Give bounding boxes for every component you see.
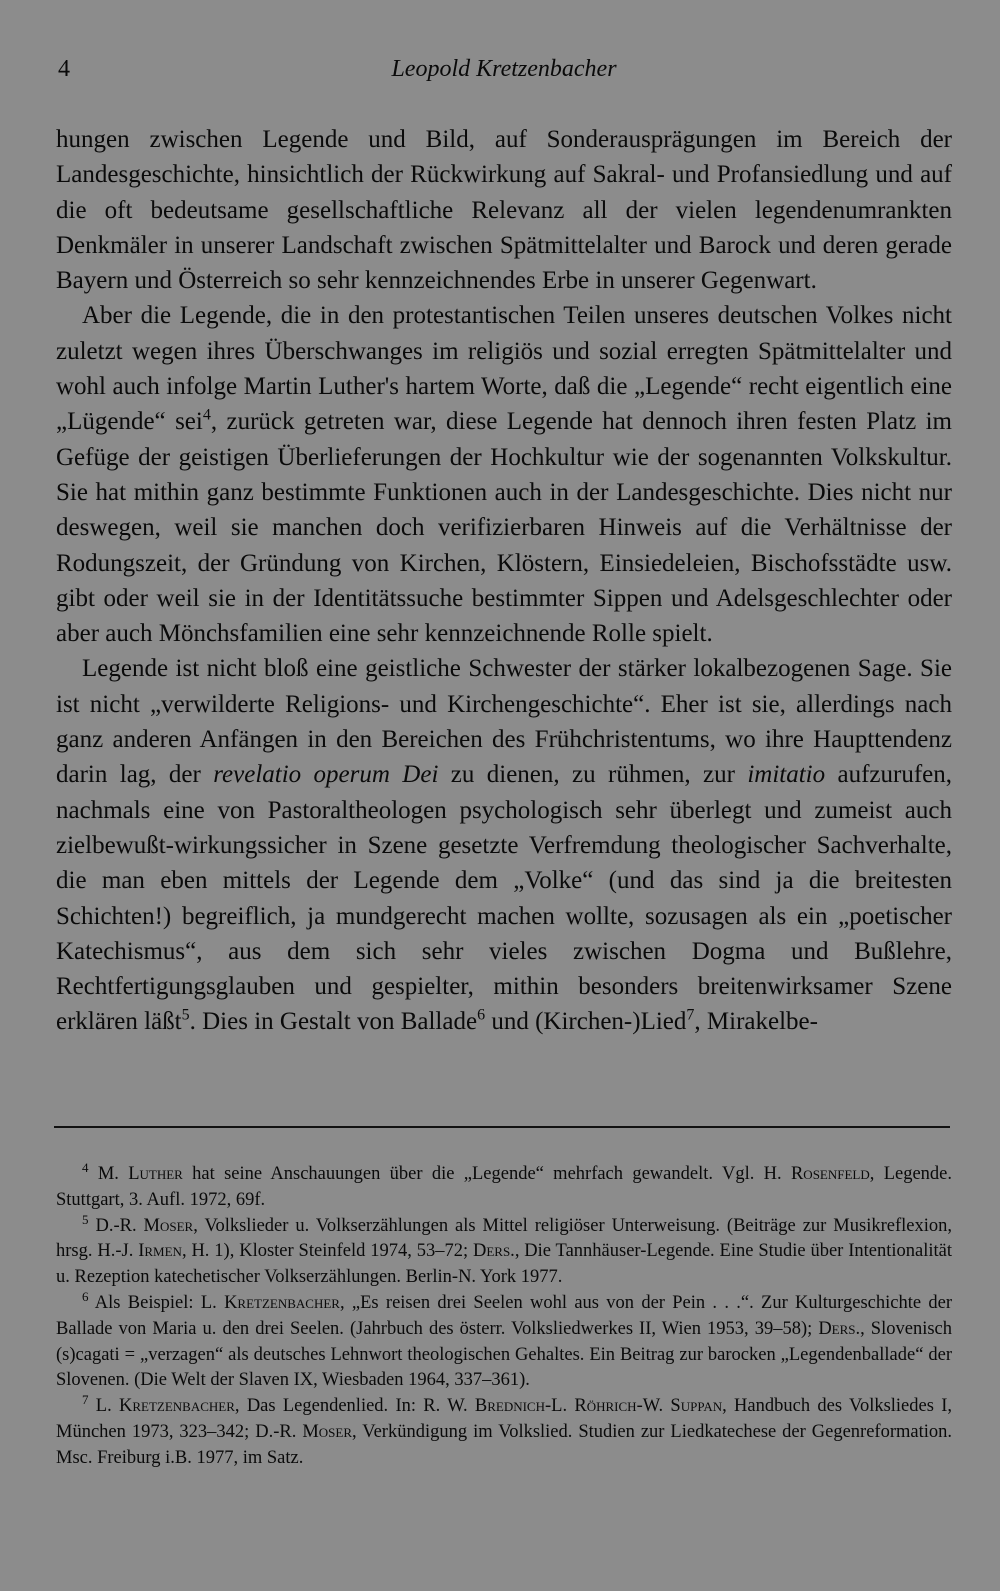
footnote-author-name: Irmen [138, 1241, 182, 1262]
footnote-author-name: Kretzenbacher [119, 1396, 235, 1417]
footnote-author-name: Ders. [818, 1318, 861, 1339]
footnote-author-name: Rosenfeld [790, 1164, 870, 1184]
paragraph-3-text-d: . Dies in Gestalt von Ballade [189, 1008, 478, 1036]
footnote-author-name: Brednich [474, 1396, 545, 1417]
paragraph-3-text-e: und (Kirchen-)Lied [485, 1008, 687, 1036]
footnote-separator-rule [54, 1126, 950, 1128]
footnote-5 [56, 1211, 952, 1291]
footnote-6 [56, 1288, 952, 1394]
footnote-7 [56, 1394, 952, 1471]
footnote-text: , H. 1), Kloster Steinfeld 1974, 53–72; [181, 1241, 473, 1262]
page-number: 4 [58, 56, 70, 82]
footnote-4 [56, 1159, 953, 1214]
paragraph-3-text-a: Legende ist nicht bloß eine geistliche Schwester der stärker lokalbezogenen Sage. Sie ist nicht „verwilderte Religions- und Kirchengeschichte“. Eher ist sie, allerdings nach ganz anderen Anfängen in den Bereichen des Frühchristentums, wo ihre Haupttendenz darin lag, der [56, 655, 952, 789]
latin-word-imitatio: imitatio [747, 761, 826, 789]
footnote-text: hat seine Anschauungen über die „Legende“ mehrfach gewandelt. Vgl. H. [182, 1164, 791, 1184]
footnote-author-name: Suppan [670, 1396, 723, 1417]
page-header [56, 56, 952, 90]
footnote-author-name: Röhrich [574, 1396, 637, 1417]
footnote-text: -W. [636, 1396, 671, 1417]
footnotes [56, 1159, 953, 1472]
footnote-ref-5: 5 [181, 1007, 190, 1025]
paragraph-3 [56, 651, 952, 1039]
footnote-text: , Die Tannhäuser-Legende. Eine Studie über Intentionalität u. Rezeption katechetischer Volkserzählungen. Berlin-N. York 1977. [56, 1241, 952, 1288]
footnote-text: , „Es reisen drei Seelen wohl aus von der Pein . . .“. Zur Kulturgeschichte der Ballade von Maria u. den drei Seelen. (Jahrbuch des österr. Volksliedwerkes II, Wien 1953, 39–58); [56, 1292, 952, 1339]
paragraph-2-text-a: Aber die Legende, die in den protestantischen Teilen unseres deutschen Volkes nicht zuletzt wegen ihres Überschwanges im religiös und sozial erregten Spätmittelalter und wohl auch infolge Martin Luther's hartem Worte, daß die „Legende“ recht eigentlich eine „Lügende“ sei [56, 302, 952, 436]
paragraph-1-text: hungen zwischen Legende und Bild, auf Sonderausprägungen im Bereich der Landesgeschichte, hinsichtlich der Rückwirkung auf Sakral- und Profansiedlung und auf die oft bedeutsame gesellschaftliche Relevanz all der vielen legendenumrankten Denkmäler in unserer Landschaft zwischen Spätmittelalter und Barock und deren gerade Bayern und Österreich so sehr kennzeichnendes Erbe in unserer Gegenwart. [56, 126, 952, 295]
paragraph-1 [56, 122, 952, 298]
footnote-text: , Legende. Stuttgart, 3. Aufl. 1972, 69f. [56, 1164, 953, 1210]
footnote-author-name: Moser [302, 1421, 353, 1442]
footnote-text: , Volkslieder u. Volkserzählungen als Mittel religiöser Unterweisung. (Beiträge zur Musikreflexion, hrsg. H.-J. [56, 1215, 952, 1262]
paragraph-2-text-b: , zurück getreten war, diese Legende hat dennoch ihren festen Platz im Gefüge der geistigen Überlieferungen der Hochkultur wie der sogenannten Volkskultur. Sie hat mithin ganz bestimmte Funktionen auch in der Landesgeschichte. Dies nicht nur deswegen, weil sie manchen doch verifizierbaren Hinweis auf die Verhältnisse der Rodungszeit, der Gründung von Kirchen, Klöstern, Einsiedeleien, Bischofsstädte usw. gibt oder weil sie in der Identitätssuche bestimmter Sippen und Adelsgeschlechter oder aber auch Mönchsfamilien eine sehr kennzeichnende Rolle spielt. [56, 408, 952, 648]
paragraph-3-text-c: aufzurufen, nachmals eine von Pastoraltheologen psychologisch sehr überlegt und zumeist auch zielbewußt-wirkungssicher in Szene gesetzte Verfremdung theologischer Sachverhalte, die man eben mittels der Legende dem „Volke“ (und das sind ja die breitesten Schichten!) begreiflich, ja mundgerecht machen wollte, sozusagen als ein „poetischer Katechismus“, aus dem sich sehr vieles zwischen Dogma und Bußlehre, Rechtfertigungsglauben und gespielter, mithin besonders breitenwirksamer Szene erklären läßt [56, 761, 953, 1036]
footnote-author-name: Luther [128, 1164, 183, 1184]
footnote-number: 6 [82, 1288, 89, 1304]
footnote-number: 7 [82, 1392, 89, 1408]
footnote-text: , Slovenisch (s)cagati = „verzagen“ als deutsches Lehnwort theologischen Gehaltes. Ein Beitrag zur barocken „Legendenballade“ der Slovenen. (Die Welt der Slaven IX, Wiesbaden 1964, 337–361). [56, 1318, 952, 1391]
footnote-number: 5 [82, 1211, 89, 1227]
running-head-author: Leopold Kretzenbacher [391, 56, 617, 82]
footnote-text: , Das Legendenlied. In: R. W. [234, 1396, 475, 1417]
paragraph-3-text-f: , Mirakelbe- [694, 1008, 818, 1036]
footnote-number: 4 [82, 1159, 89, 1175]
footnote-text: Als Beispiel: L. [94, 1292, 225, 1313]
main-text [56, 122, 952, 1040]
footnote-ref-6: 6 [477, 1007, 486, 1025]
paragraph-3-text-b: zu dienen, zu rühmen, zur [438, 761, 748, 789]
footnote-text: M. [97, 1164, 129, 1184]
paragraph-2 [56, 298, 952, 651]
footnote-text: -L. [545, 1396, 575, 1417]
footnote-author-name: Ders. [472, 1241, 515, 1262]
footnote-text: D.-R. [95, 1215, 144, 1236]
footnote-text: , Handbuch des Volksliedes I, München 1973, 323–342; D.-R. [56, 1396, 952, 1442]
footnote-text: L. [95, 1396, 119, 1417]
footnote-author-name: Kretzenbacher [224, 1292, 340, 1313]
footnote-ref-4: 4 [202, 407, 211, 425]
footnote-text: , Verkündigung im Volkslied. Studien zur Liedkatechese der Gegenreformation. Msc. Freiburg i.B. 1977, im Satz. [56, 1421, 952, 1468]
footnote-author-name: Moser [143, 1215, 194, 1236]
footnote-ref-7: 7 [686, 1007, 695, 1025]
latin-phrase-revelatio: revelatio operum Dei [213, 761, 439, 789]
